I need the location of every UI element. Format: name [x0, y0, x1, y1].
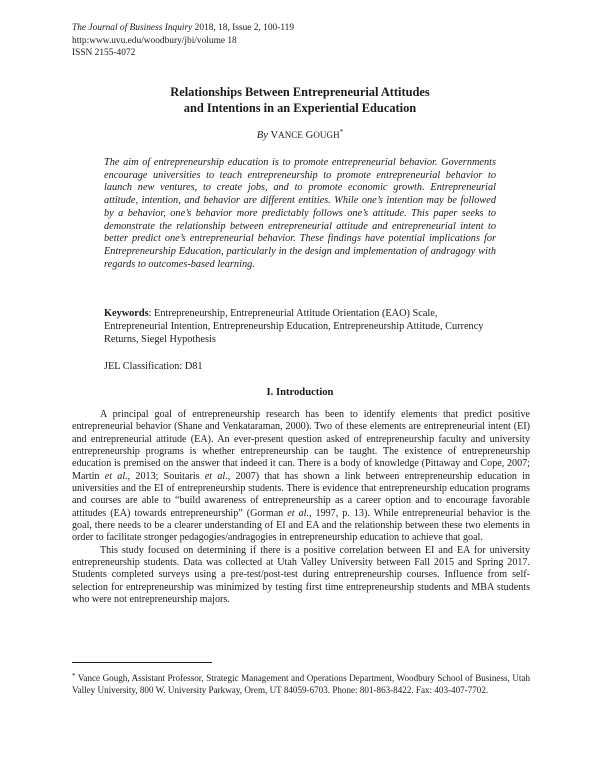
paper-title	[72, 84, 528, 116]
footnote-text: Vance Gough, Assistant Professor, Strategic Management and Operations Department, Woodbury School of Business, Utah Valley University, 800 W. University Parkway, Orem, UT 84059-6703. Phone: 801-863-8422. Fax: 403-407-7702.	[72, 673, 530, 696]
paragraph-1-text-3: , 2007) that has shown a link between entrepreneurship education in universities and the EI of entrepreneurship students. There is evidence that entrepreneurship education programs and courses are able to “build awareness of entrepreneurship as a career option and to encourage favorable attitudes (EA) towards entrepreneurship” (Gorman	[72, 470, 531, 519]
author-byline	[72, 128, 528, 141]
footnote-marker: *	[72, 672, 76, 680]
journal-citation-line	[72, 22, 294, 35]
jel-classification: JEL Classification: D81	[104, 361, 203, 372]
footnote	[72, 670, 530, 697]
journal-details: 2018, 18, Issue 2, 100-119	[192, 23, 295, 33]
paragraph-1-text-2: , 2013; Souitaris	[127, 470, 205, 482]
paragraph-1	[72, 409, 530, 545]
journal-header	[72, 22, 294, 60]
author-first-rest: ANCE	[278, 130, 303, 140]
keywords-label: Keywords	[104, 308, 149, 319]
et-al-3: et al.	[287, 507, 309, 519]
author-last-initial: G	[305, 130, 314, 141]
journal-issn: ISSN 2155-4072	[72, 48, 136, 59]
journal-name: The Journal of Business Inquiry	[72, 23, 193, 33]
paper-title-line-2: and Intentions in an Experiential Education	[183, 101, 417, 115]
author-footnote-marker: *	[339, 128, 344, 136]
et-al-1: et al.	[104, 470, 128, 482]
keywords-text: : Entrepreneurship, Entrepreneurial Attitude Orientation (EAO) Scale, Entrepreneurial Intention, Entrepreneurship Education, Entrepreneurship Attitude, Currency Returns, Siegel Hypothesis	[104, 308, 484, 345]
journal-url: http:www.uvu.edu/woodbury/jbi/volume 18	[72, 35, 237, 46]
author-last-rest: OUGH	[313, 130, 340, 140]
section-heading: I. Introduction	[266, 387, 334, 398]
paper-title-line-1: Relationships Between Entrepreneurial Attitudes	[170, 85, 430, 99]
abstract: The aim of entrepreneurship education is to promote entrepreneurial behavior. Governments encourage universities to teach entrepreneurship to promote entrepreneurial behavior to launch new ventures, to create jobs, and to promote economic growth. Entrepreneurial attitude, intention, and behavior are different entities. While one’s intention may be followed by a behavior, one’s behavior more predictably follows one’s attitude. This paper seeks to demonstrate the relationship between entrepreneurial attitude and entrepreneurial intent to better predict one’s entrepreneurial behavior. These findings have potential implications for Entrepreneurship Education, particularly in the design and implementation of andragogy with regards to outcomes-based learning.	[104, 157, 496, 270]
footnote-divider	[72, 662, 212, 663]
author-first-initial: V	[270, 130, 279, 141]
body-text	[72, 409, 530, 607]
et-al-2: et al.	[204, 470, 228, 482]
paragraph-2: This study focused on determining if there is a positive correlation between EI and EA for university entrepreneurship students. Data was collected at Utah Valley University between Fall 2015 and Spring 2017. Students completed surveys using a pre-test/post-test during entrepreneurship courses. Influence from self-selection for entrepreneurship was minimized by testing first time entrepreneurship students and MBA students who were not entrepreneurship majors.	[72, 544, 530, 606]
keywords	[104, 307, 498, 346]
author-by: By	[256, 130, 268, 141]
paragraph-1-text-1: A principal goal of entrepreneurship research has been to identify elements that predict positive entrepreneurial behavior (Shane and Venkataraman, 2000). Two of these elements are entrepreneurial intent (EI) and entrepreneurial attitude (EA). An ever-present question asked of entrepreneurship faculty and university entrepreneurship programs is whether entrepreneurship can be taught. The existence of entrepreneurship education is premised on the answer that indeed it can. There is a body of knowledge (Pittaway and Cope, 2007; Martin	[72, 409, 530, 482]
paragraph-1-text-4: , 1997, p. 13). While entrepreneurial behavior is the goal, there needs to be a clearer understanding of EI and EA and the relationship between these two elements in order to facilitate stronger pedagogies/andragogies in entrepreneurship education to achieve that goal.	[72, 507, 530, 544]
